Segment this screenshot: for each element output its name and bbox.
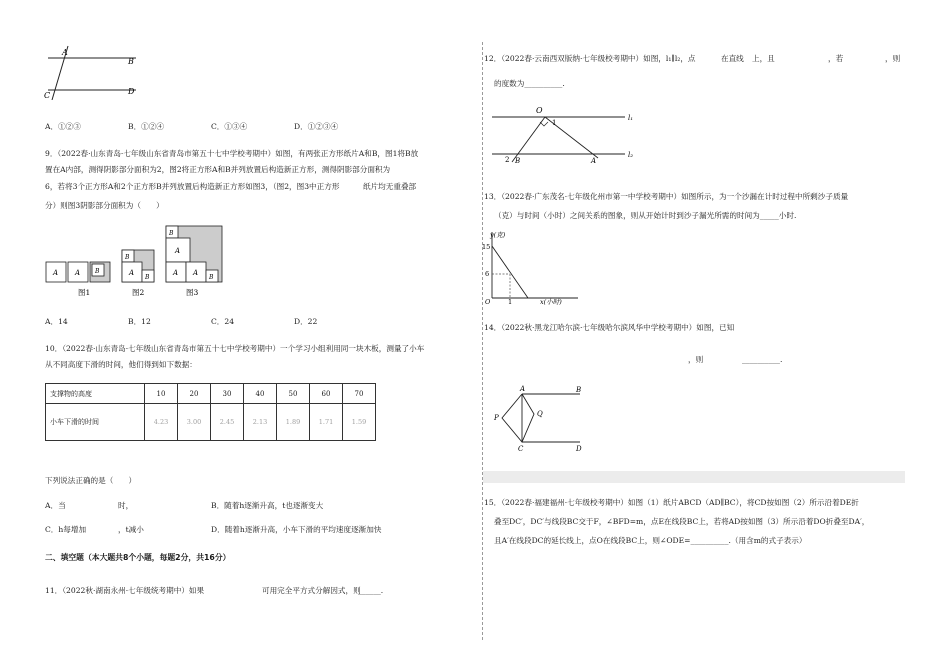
q12-label-o: O	[536, 106, 543, 115]
q11-text2: 可用完全平方式分解因式，则	[262, 586, 361, 595]
q10-option-a-tail: 时，	[118, 501, 134, 510]
q14-answer-blank: __________.	[742, 355, 783, 364]
q9-fig3-caption: 图3	[186, 288, 199, 297]
q8-label-d: D	[128, 87, 135, 96]
q12-label-b: B	[515, 157, 521, 165]
q12-angle-1: 1	[552, 119, 557, 127]
q14-label-a: A	[520, 385, 526, 393]
q8-option-a: A．①②③	[45, 122, 81, 131]
q14-label-d: D	[576, 445, 582, 453]
q9-text-line2: 置在A内部，测得阴影部分面积为2，图2将正方形A和B并列放置后构造新正方形，测得阴影部分面积为	[45, 165, 391, 174]
q15-text-line2: 叠至DC′，DC′与线段BC交于F，∠BFD=m，点E在线段BC上，若将AD按如图（3）所示沿着DO折叠至DA′，	[494, 517, 870, 526]
q8-label-c: C	[44, 91, 51, 100]
q13-text-line1: 13．（2022春·广东茂名·七年级化州市第一中学校考期中）如图所示，为一个沙漏在计时过程中所剩沙子质量	[484, 192, 849, 201]
q9-fig1-caption: 图1	[78, 288, 91, 297]
q14-text-line1: 14．（2022秋·黑龙江哈尔滨·七年级哈尔滨风华中学校考期中）如图，已知	[484, 323, 735, 332]
svg-text:A: A	[129, 269, 135, 277]
svg-text:A: A	[75, 269, 81, 277]
table-cell: 50	[277, 384, 310, 404]
q14-figure	[480, 382, 590, 454]
q10-option-b: B．随着h逐渐升高，t也逐渐变大	[211, 501, 324, 510]
svg-text:B: B	[145, 274, 150, 281]
table-cell: 1.71	[310, 404, 343, 441]
table-cell: 2.45	[211, 404, 244, 441]
q14-label-c: C	[518, 445, 524, 453]
q14-text-line2b: ，则	[688, 355, 704, 364]
q12-text-line1e: ，则	[885, 54, 901, 63]
q11-answer-blank: ______.	[358, 586, 384, 595]
q11-text: 11．（2022秋·湖南永州·七年级统考期中）如果	[45, 586, 205, 595]
q12-text-line1: 12．（2022春·云南西双版纳·七年级校考期中）如图，l₁∥l₂，点	[484, 54, 696, 63]
q10-option-c: C．h每增加	[45, 525, 87, 534]
column-divider	[482, 42, 483, 640]
q13-origin: O	[485, 298, 491, 306]
q8-label-b: B	[128, 57, 134, 66]
q12-figure	[490, 102, 640, 172]
q8-option-b: B．①②④	[128, 122, 164, 131]
svg-text:A: A	[175, 247, 181, 255]
table-cell: 4.23	[145, 404, 178, 441]
figure-placeholder-bar	[483, 471, 905, 483]
q9-text-line1: 9．（2022春·山东青岛·七年级山东省青岛市第五十七中学校考期中）如图，有两张正方形纸片A和B，图1将B放	[45, 149, 419, 158]
q15-text-line3: 且A′在线段DC的延长线上，点O在线段BC上，则∠ODE=__________.（用含m的式子表示）	[494, 536, 807, 545]
q8-option-d: D．①②③④	[294, 122, 339, 131]
q12-text-line2: 的度数为__________.	[494, 79, 565, 88]
q10-question: 下列说法正确的是（ ）	[45, 476, 137, 485]
q12-text-line1d: ，若	[828, 54, 844, 63]
svg-text:B: B	[209, 274, 214, 281]
q9-text-line3b: 纸片均无重叠部	[363, 182, 417, 191]
q9-option-c: C．24	[211, 317, 235, 326]
table-cell-height-label: 支撑物的高度	[46, 384, 145, 404]
table-cell: 60	[310, 384, 343, 404]
q12-label-l2: l₂	[628, 151, 634, 159]
q9-text-line3: 6，若将3个正方形A和2个正方形B并列放置后构造新正方形如图3，（图2，图3中正方形	[45, 182, 340, 191]
q10-option-a: A．当	[45, 501, 66, 510]
q14-label-b: B	[576, 386, 582, 394]
q13-tick-15: 15	[482, 243, 491, 251]
q8-option-c: C．①③④	[211, 122, 248, 131]
q13-graph	[478, 226, 588, 306]
q8-parallel-lines-figure	[40, 44, 145, 100]
q9-fig2-caption: 图2	[132, 288, 145, 297]
svg-text:B: B	[95, 268, 100, 275]
q10-data-table	[45, 383, 376, 441]
q10-text-line2: 从不同高度下滑的时间，他们得到如下数据：	[45, 360, 197, 369]
table-cell: 40	[244, 384, 277, 404]
q10-option-d: D．随着h逐渐升高，小车下滑的平均速度逐渐加快	[211, 525, 382, 534]
q12-angle-2: 2	[505, 156, 510, 164]
table-cell: 70	[343, 384, 376, 404]
q10-text-line1: 10．（2022春·山东青岛·七年级山东省青岛市第五十七中学校考期中）一个学习小组利用同一块木板，测量了小车	[45, 344, 425, 353]
q13-text-line2: （克）与时间（小时）之间关系的图象，则从开始计时到沙子漏光所需的时间为_____小时.	[494, 211, 797, 220]
table-cell: 30	[211, 384, 244, 404]
q12-text-line1c: 上，且	[752, 54, 775, 63]
table-cell: 1.89	[277, 404, 310, 441]
table-cell: 3.00	[178, 404, 211, 441]
table-cell: 1.59	[343, 404, 376, 441]
q9-option-b: B．12	[128, 317, 151, 326]
svg-text:A: A	[193, 269, 199, 277]
q9-option-a: A．14	[45, 317, 68, 326]
q13-x-axis-label: x(小时)	[540, 298, 562, 306]
table-cell: 2.13	[244, 404, 277, 441]
q12-text-line1b: 在直线	[721, 54, 744, 63]
svg-text:B: B	[125, 254, 130, 261]
table-row	[46, 384, 376, 404]
q12-label-l1: l₁	[628, 114, 634, 122]
svg-text:B: B	[169, 230, 174, 237]
table-row	[46, 404, 376, 441]
svg-text:A: A	[53, 269, 59, 277]
q9-option-d: D．22	[294, 317, 318, 326]
table-cell: 20	[178, 384, 211, 404]
q14-label-p: P	[494, 414, 499, 422]
q14-label-q: Q	[537, 410, 543, 418]
svg-text:A: A	[173, 269, 179, 277]
table-cell-time-label: 小车下滑的时间	[46, 404, 145, 441]
q9-text-line4: 分）则图3阴影部分面积为（ ）	[45, 201, 164, 210]
table-cell: 10	[145, 384, 178, 404]
q13-tick-6: 6	[485, 270, 490, 278]
q10-option-c-tail: ，t减小	[118, 525, 144, 534]
q13-y-axis-label: y(克)	[490, 231, 506, 239]
section-fill-in-heading: 二、填空题（本大题共8个小题，每题2分，共16分）	[45, 553, 231, 562]
q13-tick-1: 1	[508, 298, 513, 306]
q8-label-a: A	[62, 48, 68, 57]
q12-label-a: A	[591, 157, 597, 165]
q15-text-line1: 15．（2022春·福建福州·七年级校考期中）如图（1）纸片ABCD（AD∥BC），将CD按如图（2）所示沿着DE折	[484, 498, 859, 507]
q9-squares-figure	[44, 224, 234, 300]
